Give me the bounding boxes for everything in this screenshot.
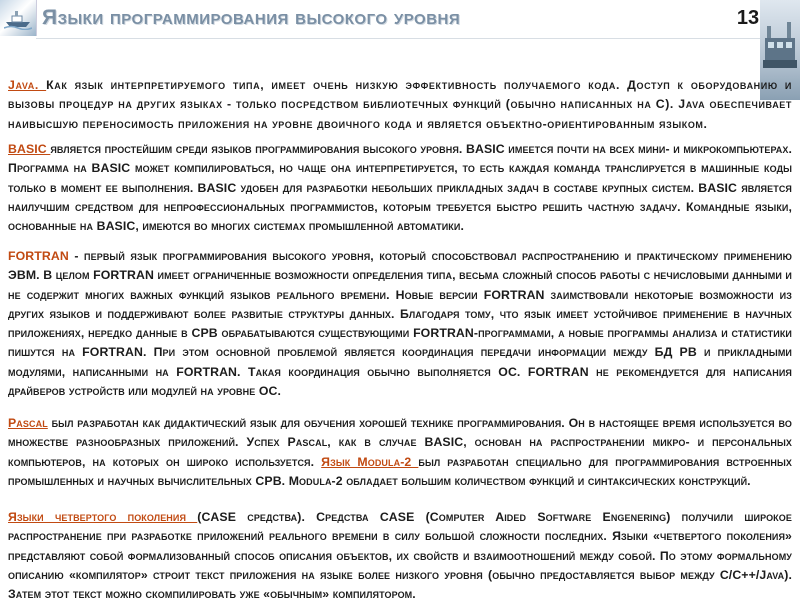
keyword-java[interactable]: Java.: [8, 78, 47, 92]
paragraph-pascal-text-b: был разработан специально для программирования встроенных промышленных и научных вычислительных СРВ. Modula-2 обладает большим количеством функций и синтаксических конструкций.: [8, 454, 793, 488]
paragraph-fourth-gen: [8, 508, 792, 600]
paragraph-basic: [8, 140, 792, 255]
paragraph-fortran-text: - первый язык программирования высокого уровня, который способствовал распространению и практическому применению ЭВМ. В целом FORTRAN имеет ограниченные возможности определения типа, весьма сложный способ работы с нечисловыми данными и не содержит многих важных функций языков реального времени. Новые версии FORTRAN заимствовали некоторые возможности из других языков и поддерживают более развитые структуры данных. Благодаря тому, что язык имеет устойчивое применение в научных приложениях, нередко данные в СРВ обрабатываются существующими FORTRAN-программами, а новые программы анализа и статистики пишутся на FORTRAN. При этом основной проблемой является координация передачи информации между БД РВ и прикладными модулями, написанными на FORTRAN. Такая координация обычно выполняется ОС. FORTRAN не рекомендуется для написания драйверов устройств или модулей на уровне ОС.: [8, 249, 792, 399]
paragraph-pascal-text-a: был разработан как дидактический язык для обучения хорошей технике программирования. Он в настоящее время используется во множестве разнообразных приложений. Успех Pascal, как в случае BASIC, основан на распространении микро- и персональных компьютеров, на которых он широко используется.: [8, 416, 792, 469]
paragraph-java-text: Как язык интерпретируемого типа, имеет очень низкую эффективность получаемого кода. Доступ к оборудованию и вызовы процедур на других языках - только посредством библиотечных функций (обычно написанных на С). Java обеспечивает наивысшую переносимость приложения на уровне двоичного кода и является объектно-ориентированным языком.: [8, 78, 792, 131]
paragraph-fortran: [8, 247, 792, 415]
paragraph-pascal: [8, 414, 792, 509]
slide-header: [0, 0, 800, 40]
paragraph-java: [8, 76, 792, 138]
keyword-fortran: FORTRAN: [8, 249, 69, 263]
header-divider: [36, 38, 760, 39]
paragraph-fourth-gen-text: (CASE средства). Средства CASE (Computer Aided Software Engenering) получили широкое распространение при разработке приложений реального времени в силу большой сложности последних. Языки «четвертого поколения» представляют собой формализованный способ описания объектов, их свойств и взаимоотношений между собой. По этому формальному описанию «компилятор» строит текст приложения на языке более низкого уровня (обычно предоставляется выбор между С/С++/Java). Затем этот текст можно скомпилировать уже «обычным» компилятором.: [8, 510, 792, 602]
slide-number: 13: [736, 7, 760, 29]
page-title: Языки программирования высокого уровня: [42, 6, 461, 29]
keyword-fourth-gen[interactable]: Языки четвертого поколения: [8, 510, 198, 524]
paragraph-basic-text: является простейшим среди языков программирования высокого уровня. BASIC имеется почти на всех мини- и микрокомпьютерах. Программа на BASIC может компилироваться, но чаще она интерпретируется, то есть каждая команда транслируется в машинные коды только в момент ее выполнения. BASIC удобен для разработки небольших прикладных задач в составе крупных систем. BASIC является наилучшим средством для непрофессиональных программистов, которым требуется быстро решить частную задачу. Командные языки, основанные на BASIC, имеются во многих системах промышленной автоматики.: [8, 142, 792, 234]
keyword-pascal[interactable]: Pascal: [8, 416, 48, 430]
keyword-basic[interactable]: BASIC: [8, 142, 51, 156]
keyword-modula[interactable]: Язык Modula-2: [321, 454, 419, 469]
ship-logo-icon: [0, 0, 37, 36]
